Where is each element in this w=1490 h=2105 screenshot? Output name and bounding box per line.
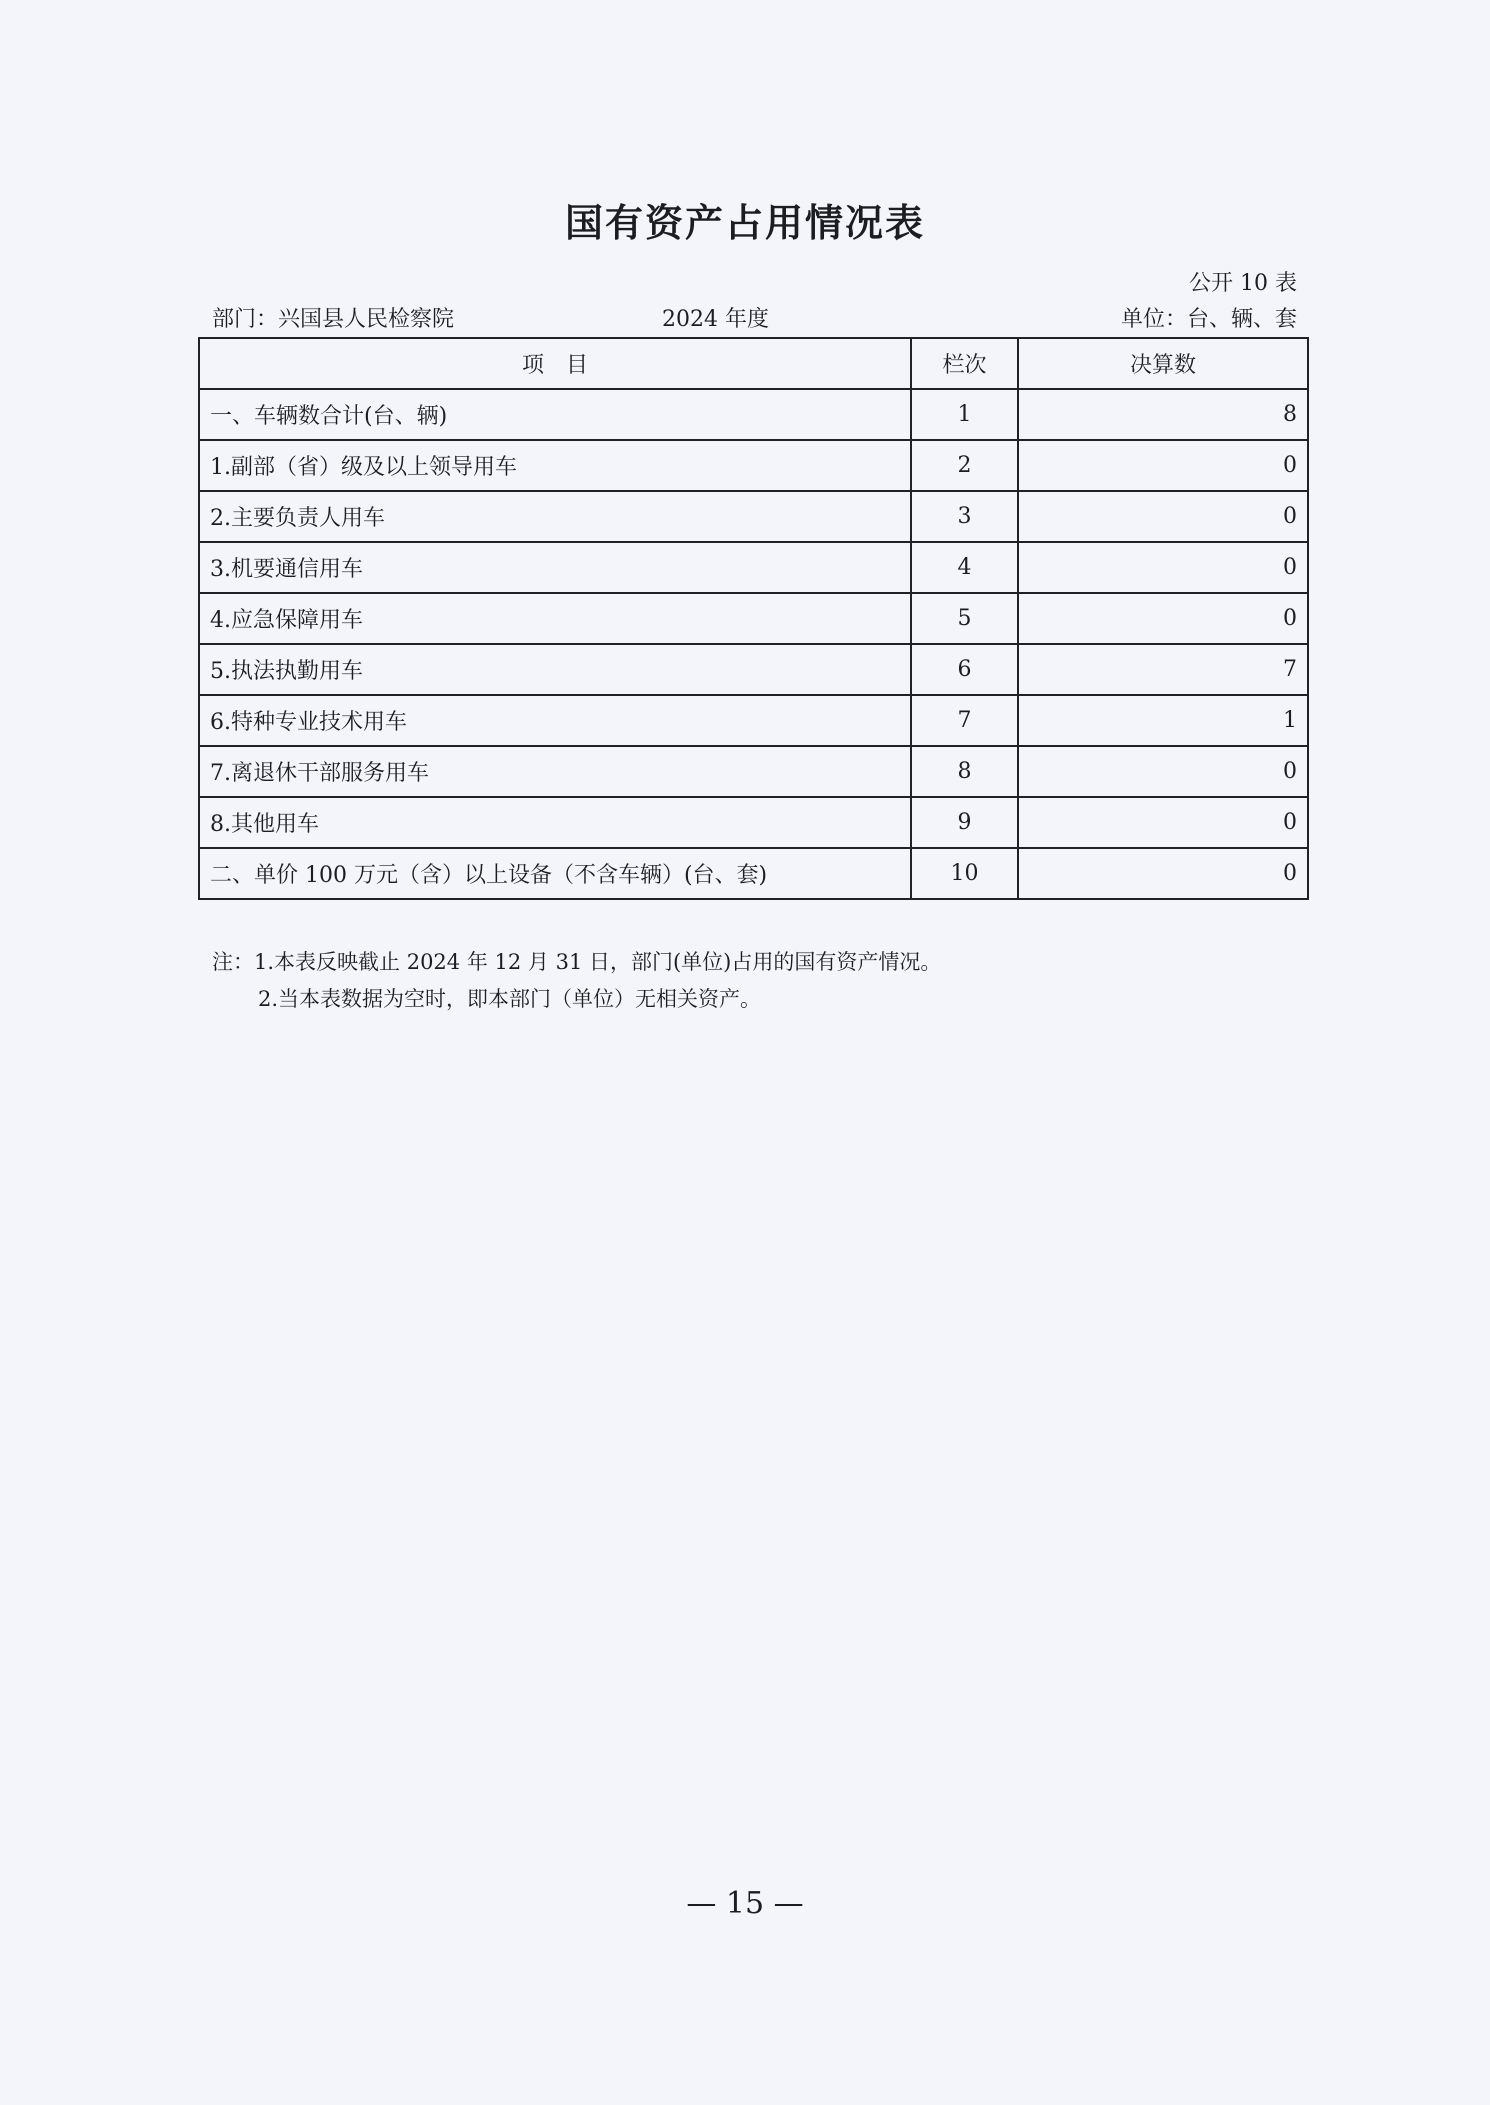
- table-row: [199, 848, 1308, 899]
- row-number: 8: [911, 746, 1018, 797]
- row-number: 3: [911, 491, 1018, 542]
- row-value: 0: [1018, 797, 1308, 848]
- table-row: [199, 797, 1308, 848]
- row-item: 6.特种专业技术用车: [199, 695, 911, 746]
- row-item: 1.副部（省）级及以上领导用车: [199, 440, 911, 491]
- row-number: 2: [911, 440, 1018, 491]
- row-number: 10: [911, 848, 1018, 899]
- row-item: 3.机要通信用车: [199, 542, 911, 593]
- table-row: [199, 593, 1308, 644]
- row-number: 9: [911, 797, 1018, 848]
- row-item: 2.主要负责人用车: [199, 491, 911, 542]
- page-title: 国有资产占用情况表: [564, 201, 925, 245]
- row-number: 6: [911, 644, 1018, 695]
- table-row: [199, 440, 1308, 491]
- row-value: 0: [1018, 593, 1308, 644]
- note-line-1: 注：1.本表反映截止 2024 年 12 月 31 日，部门(单位)占用的国有资产情况。: [212, 950, 942, 974]
- row-number: 1: [911, 389, 1018, 440]
- row-value: 0: [1018, 440, 1308, 491]
- meta-row: [212, 302, 1297, 332]
- header-row-no: 栏次: [911, 338, 1018, 389]
- row-item: 7.离退休干部服务用车: [199, 746, 911, 797]
- department-label: 部门：兴国县人民检察院: [212, 307, 455, 332]
- row-item: 5.执法执勤用车: [199, 644, 911, 695]
- header-item: 项 目: [199, 338, 911, 389]
- asset-table: [198, 337, 1309, 900]
- row-value: 8: [1018, 389, 1308, 440]
- row-value: 0: [1018, 491, 1308, 542]
- table-row: [199, 746, 1308, 797]
- table-notes: [212, 944, 941, 1018]
- row-item: 二、单价 100 万元（含）以上设备（不含车辆）(台、套): [199, 848, 911, 899]
- row-value: 0: [1018, 746, 1308, 797]
- row-number: 5: [911, 593, 1018, 644]
- unit-label: 单位：台、辆、套: [1120, 307, 1297, 332]
- row-number: 7: [911, 695, 1018, 746]
- row-value: 7: [1018, 644, 1308, 695]
- fiscal-year: 2024 年度: [662, 307, 769, 332]
- row-value: 0: [1018, 848, 1308, 899]
- page-number: — 15 —: [686, 1886, 804, 1921]
- row-item: 4.应急保障用车: [199, 593, 911, 644]
- row-value: 0: [1018, 542, 1308, 593]
- row-value: 1: [1018, 695, 1308, 746]
- table-row: [199, 695, 1308, 746]
- table-row: [199, 542, 1308, 593]
- table-row: [199, 644, 1308, 695]
- row-number: 4: [911, 542, 1018, 593]
- form-number: 公开 10 表: [1189, 271, 1297, 296]
- table-row: [199, 389, 1308, 440]
- note-line-2: 2.当本表数据为空时，即本部门（单位）无相关资产。: [258, 987, 762, 1011]
- row-item: 一、车辆数合计(台、辆): [199, 389, 911, 440]
- table-header-row: [199, 338, 1308, 389]
- table-row: [199, 491, 1308, 542]
- row-item: 8.其他用车: [199, 797, 911, 848]
- header-value: 决算数: [1018, 338, 1308, 389]
